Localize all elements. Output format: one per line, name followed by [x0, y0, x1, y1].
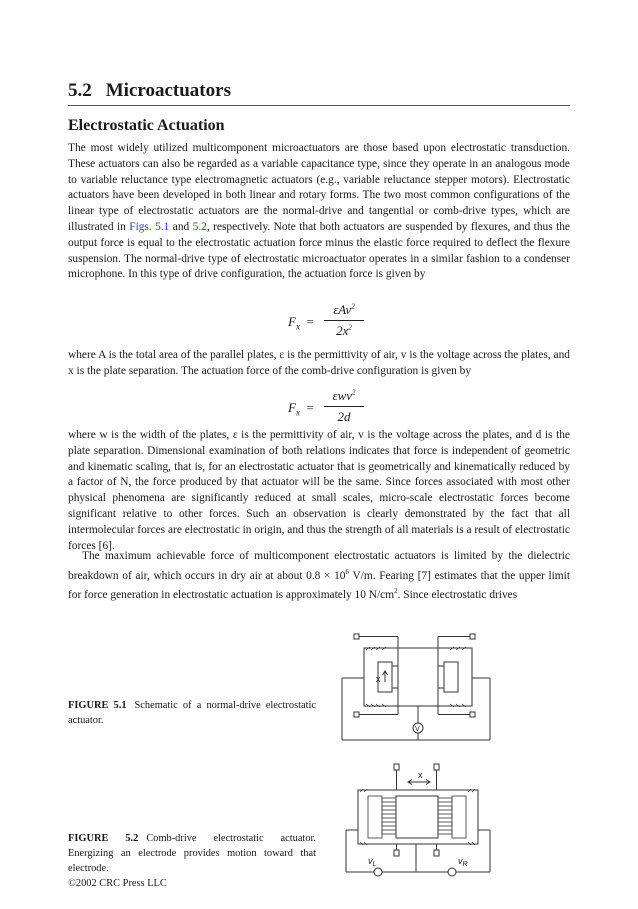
fig2-vr-label [458, 856, 468, 868]
eq1-fraction-bar [324, 320, 364, 321]
fig1-x-label: x [376, 674, 381, 684]
figure-5-1-caption-text: Schematic of a normal-drive electrostatic actuator. [68, 700, 317, 726]
fig2-vl-sub: L [372, 861, 377, 868]
eq1-lhs: F [288, 314, 296, 329]
p4-text-c: . Since electrostatic drives [397, 589, 518, 602]
figs-5-1-link[interactable]: Figs. 5.1 [129, 220, 170, 233]
section-number: 5.2 [68, 80, 92, 101]
p4-sup-2: 2 [394, 587, 398, 596]
figure-5-2-caption-text: Comb-drive electrostatic actuator. Energizing an electrode provides motion toward that electrode. [68, 833, 317, 874]
p1-text-c: , respectively. Note that both actuators are suspended by flexures, and thus the output force is equal to the electrostatic actuation force minus the elastic force required to deflect the flexure suspension. The normal-drive type of electrostatic microactuator operates in a similar fashion to a condenser microphone. In this type of drive configuration, the actuation force is given by [68, 220, 570, 281]
eq1-num-sup: 2 [351, 302, 355, 311]
eq1-equals: = [306, 314, 314, 329]
figure-5-1-schematic [338, 628, 498, 748]
eq2-denominator: 2d [337, 409, 351, 424]
subheading: Electrostatic Actuation [68, 117, 225, 134]
figure-5-1-caption [68, 698, 316, 728]
copyright-footer: ©2002 CRC Press LLC [68, 878, 167, 889]
eq2-lhs: F [288, 400, 296, 415]
fig2-vr-v: v [458, 856, 463, 866]
eq1-lhs-sub: x [295, 321, 300, 332]
fig2-vl-v: v [368, 856, 373, 866]
fig2-vl-label [368, 856, 377, 868]
eq2-num-sup: 2 [352, 388, 356, 397]
paragraph-4 [68, 549, 570, 604]
eq2-lhs-sub: x [295, 407, 300, 418]
eq2-fraction-bar [324, 406, 364, 407]
fig1-voltage-label: V [415, 726, 420, 733]
fig-5-2-link[interactable]: 5.2 [192, 220, 207, 233]
figure-5-2-caption [68, 831, 316, 876]
figure-5-2-label: FIGURE 5.2 [68, 833, 139, 844]
fig2-x-label: x [418, 770, 423, 780]
eq1-denominator: 2x [336, 323, 349, 338]
p4-text-b: V/m. Fearing [7] estimates that the upper limit for force generation in electrostatic actuation is approximately 10 N/cm [68, 569, 570, 602]
section-name: Microactuators [105, 80, 231, 101]
normal-drive-diagram [338, 628, 498, 748]
p1-text-a: The most widely utilized multicomponent microactuators are those based upon electrostatic transduction. These actuators can also be regarded as a variable capacitance type, since they operate in an analogous mode to variable reluctance type electromagnetic actuators (e.g., variable reluctance stepper motors). Electrostatic actuators have been developed in both linear and rotary forms. The two most common configurations of the linear type of electrostatic actuators are the normal-drive and tangential or comb-drive types, which are illustrated in [68, 142, 570, 233]
figure-5-2-schematic [338, 760, 498, 882]
paragraph-3: where w is the width of the plates, ε is the permittivity of air, v is the voltage across the plates, and d is the plate separation. Dimensional examination of both relations indicates that force is independent of geometric and kinematic scaling, that is, for an electrostatic actuator that is geometrically and kinematically reduced by a factor of N, the force produced by that actuator will be the same. Since forces associated with most other physical phenomena are significantly reduced at small scales, micro-scale electrostatic forces become significant relative to other forces. Such an observation is clearly demonstrated by the fact that all intermolecular forces are electrostatic in origin, and thus the strength of all materials is a result of electrostatic forces [6]. [68, 429, 570, 552]
fig2-vr-sub: R [462, 861, 468, 868]
figure-5-1-label: FIGURE 5.1 [68, 700, 127, 711]
eq2-equals: = [306, 400, 314, 415]
eq1-den-sup: 2 [348, 323, 352, 332]
paragraph-1 [68, 141, 570, 283]
paragraph-2: where A is the total area of the parallel plates, ε is the permittivity of air, v is the voltage across the plates, and x is the plate separation. The actuation force of the comb-drive configuration is given by [68, 349, 570, 377]
comb-drive-diagram [338, 760, 498, 882]
eq1-numerator: εAv [333, 302, 352, 317]
eq2-numerator: εwv [332, 388, 353, 403]
section-title [68, 80, 231, 102]
p4-text-a: The maximum achievable force of multicomponent electrostatic actuators is limited by the dielectric breakdown of air, which occurs in dry air at about 0.8 × 10 [68, 550, 570, 582]
p4-sup-1: 6 [345, 567, 349, 576]
p1-text-b: and [169, 220, 193, 233]
section-rule [68, 105, 570, 106]
